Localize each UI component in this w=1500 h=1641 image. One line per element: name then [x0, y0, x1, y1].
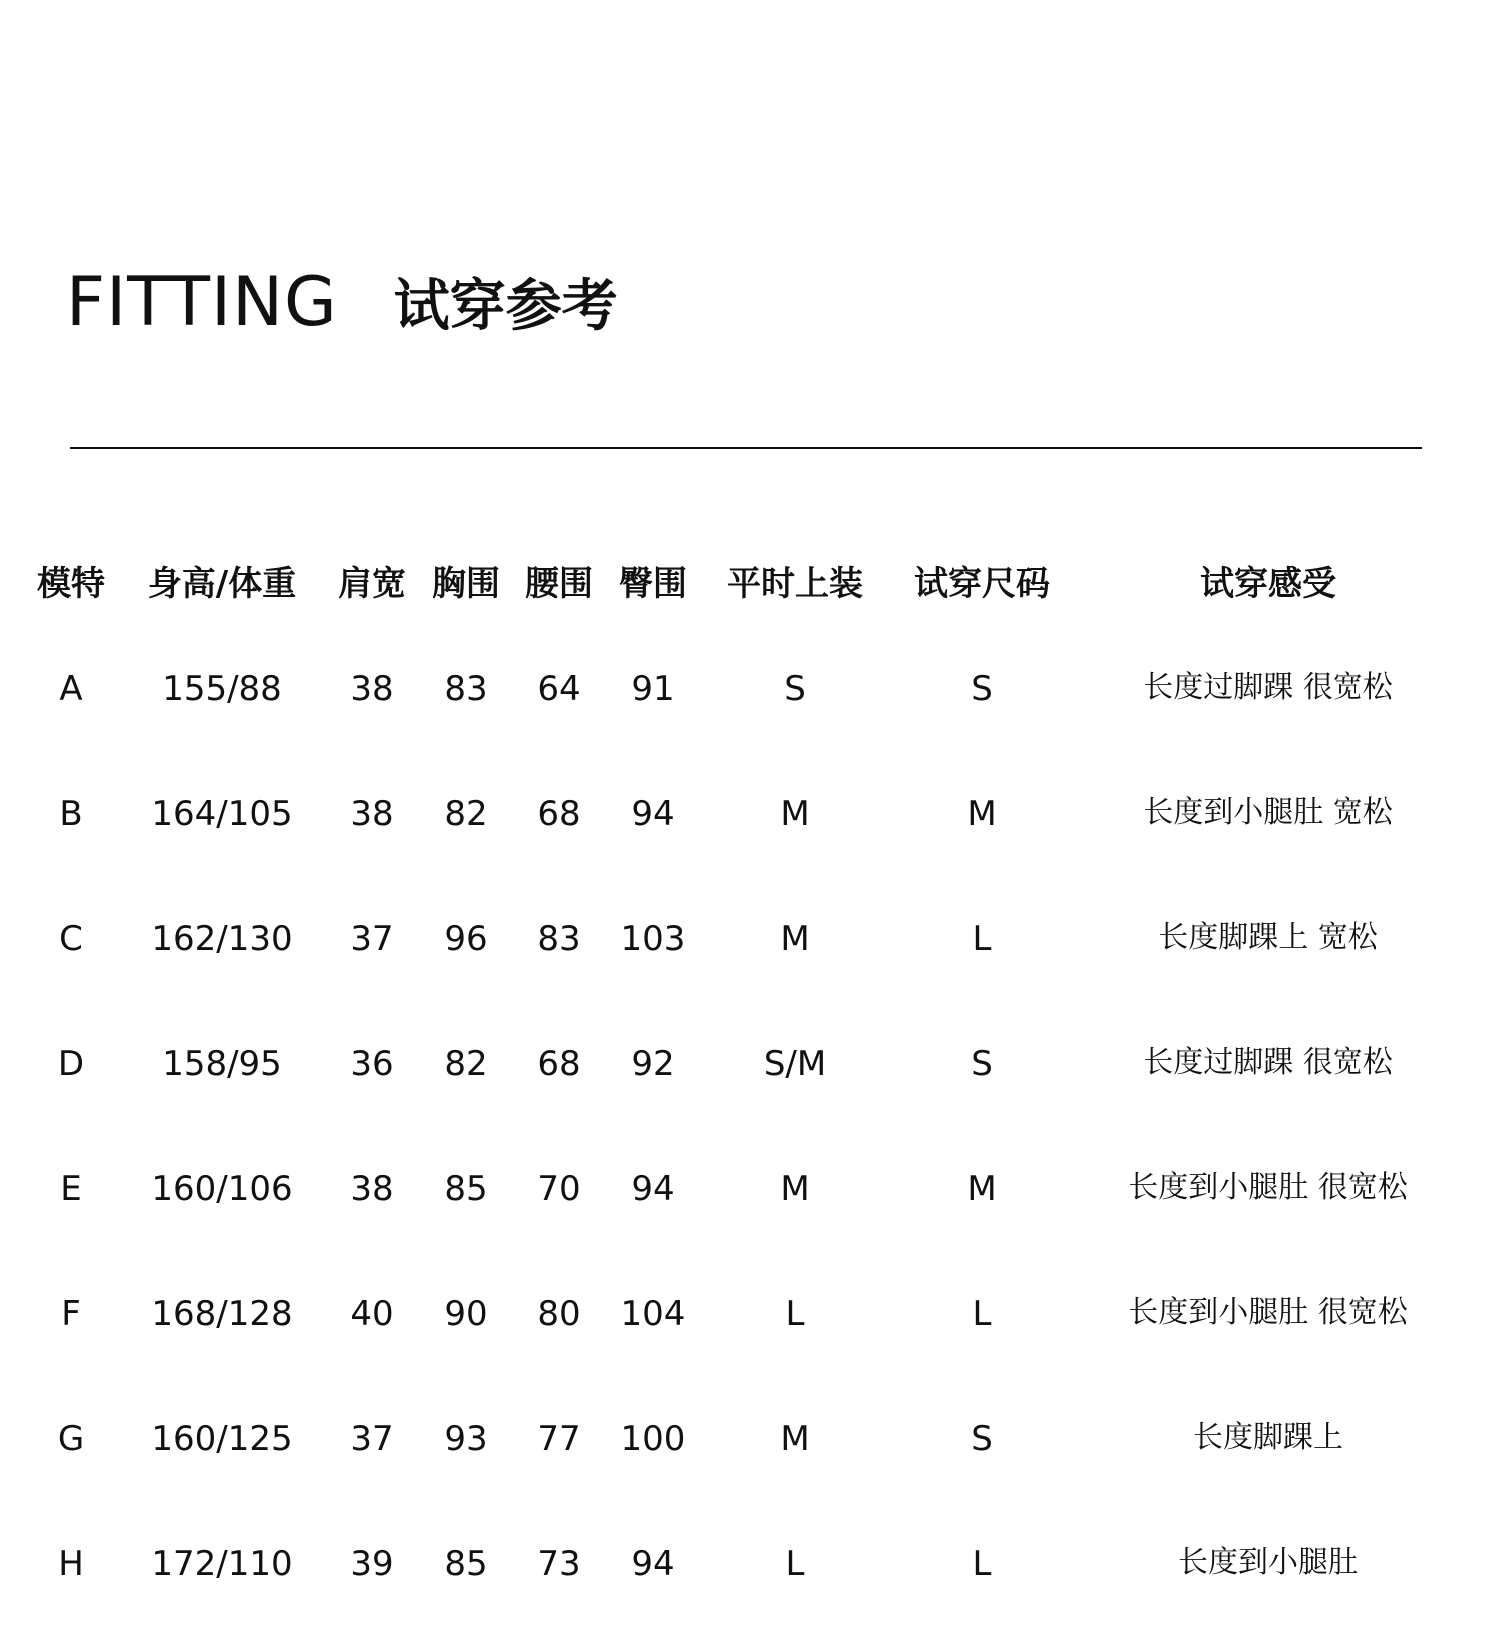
- table-cell: 39: [350, 1544, 394, 1584]
- table-cell: 96: [444, 919, 488, 959]
- table-cell: 155/88: [162, 669, 282, 709]
- table-cell: D: [57, 1044, 85, 1084]
- table-cell: 长度到小腿肚 宽松: [1143, 795, 1393, 830]
- table-cell: S: [784, 669, 806, 709]
- table-cell: 40: [350, 1294, 394, 1334]
- table-cell: 长度到小腿肚 很宽松: [1128, 1170, 1408, 1205]
- table-cell: 91: [631, 669, 675, 709]
- column-header: 臀围: [619, 564, 687, 604]
- table-cell: S/M: [763, 1044, 827, 1084]
- table-cell: C: [59, 919, 83, 959]
- table-cell: 82: [444, 1044, 488, 1084]
- table-cell: M: [780, 919, 810, 959]
- column-header: 平时上装: [727, 564, 863, 604]
- table-cell: M: [780, 1419, 810, 1459]
- table-cell: 长度到小腿肚: [1178, 1545, 1358, 1580]
- table-cell: 100: [620, 1419, 686, 1459]
- table-cell: 长度脚踝上: [1193, 1420, 1343, 1455]
- table-cell: 83: [537, 919, 581, 959]
- table-cell: 92: [631, 1044, 675, 1084]
- table-cell: L: [972, 1294, 992, 1334]
- table-cell: 162/130: [151, 919, 293, 959]
- table-cell: 长度脚踝上 宽松: [1158, 920, 1378, 955]
- table-cell: 160/125: [151, 1419, 293, 1459]
- table-cell: M: [967, 794, 997, 834]
- page-title: [66, 262, 618, 342]
- table-cell: L: [785, 1294, 805, 1334]
- column-header: 模特: [37, 564, 105, 604]
- table-cell: 164/105: [151, 794, 293, 834]
- table-cell: 38: [350, 1169, 394, 1209]
- table-cell: 104: [620, 1294, 686, 1334]
- table-cell: 85: [444, 1169, 488, 1209]
- table-cell: S: [971, 669, 993, 709]
- table-cell: 38: [350, 669, 394, 709]
- title-divider: [70, 447, 1422, 449]
- table-cell: 85: [444, 1544, 488, 1584]
- table-cell: 37: [350, 919, 394, 959]
- table-cell: A: [59, 669, 83, 709]
- table-cell: L: [972, 1544, 992, 1584]
- table-cell: G: [57, 1419, 85, 1459]
- table-cell: 172/110: [151, 1544, 293, 1584]
- table-cell: 80: [537, 1294, 581, 1334]
- table-cell: L: [972, 919, 992, 959]
- table-cell: 103: [620, 919, 686, 959]
- table-cell: S: [971, 1044, 993, 1084]
- table-cell: M: [967, 1169, 997, 1209]
- column-header: 试穿尺码: [914, 564, 1050, 604]
- title-chinese: 试穿参考: [393, 274, 618, 339]
- column-header: 腰围: [525, 564, 593, 604]
- table-cell: 长度过脚踝 很宽松: [1143, 1045, 1393, 1080]
- table-cell: 37: [350, 1419, 394, 1459]
- table-cell: 93: [444, 1419, 488, 1459]
- table-cell: H: [58, 1544, 84, 1584]
- column-header: 肩宽: [338, 564, 406, 604]
- table-cell: 94: [631, 794, 675, 834]
- table-cell: M: [780, 794, 810, 834]
- table-cell: 83: [444, 669, 488, 709]
- column-header: 试穿感受: [1200, 564, 1336, 604]
- table-cell: 82: [444, 794, 488, 834]
- table-cell: 94: [631, 1169, 675, 1209]
- table-cell: S: [971, 1419, 993, 1459]
- table-cell: 158/95: [162, 1044, 282, 1084]
- table-cell: L: [785, 1544, 805, 1584]
- table-cell: B: [59, 794, 83, 834]
- table-cell: 73: [537, 1544, 581, 1584]
- table-cell: 长度过脚踝 很宽松: [1143, 670, 1393, 705]
- table-cell: 77: [537, 1419, 581, 1459]
- table-cell: 160/106: [151, 1169, 293, 1209]
- table-cell: 38: [350, 794, 394, 834]
- column-header: 身高/体重: [147, 564, 297, 604]
- table-cell: 70: [537, 1169, 581, 1209]
- table-cell: 168/128: [151, 1294, 293, 1334]
- title-english: FITTING: [66, 263, 338, 342]
- table-cell: F: [61, 1294, 81, 1334]
- table-cell: 94: [631, 1544, 675, 1584]
- table-cell: E: [60, 1169, 82, 1209]
- table-cell: 36: [350, 1044, 394, 1084]
- table-cell: 长度到小腿肚 很宽松: [1128, 1295, 1408, 1330]
- column-header: 胸围: [432, 564, 500, 604]
- table-cell: 90: [444, 1294, 488, 1334]
- table-cell: M: [780, 1169, 810, 1209]
- table-cell: 68: [537, 794, 581, 834]
- table-cell: 64: [537, 669, 581, 709]
- table-cell: 68: [537, 1044, 581, 1084]
